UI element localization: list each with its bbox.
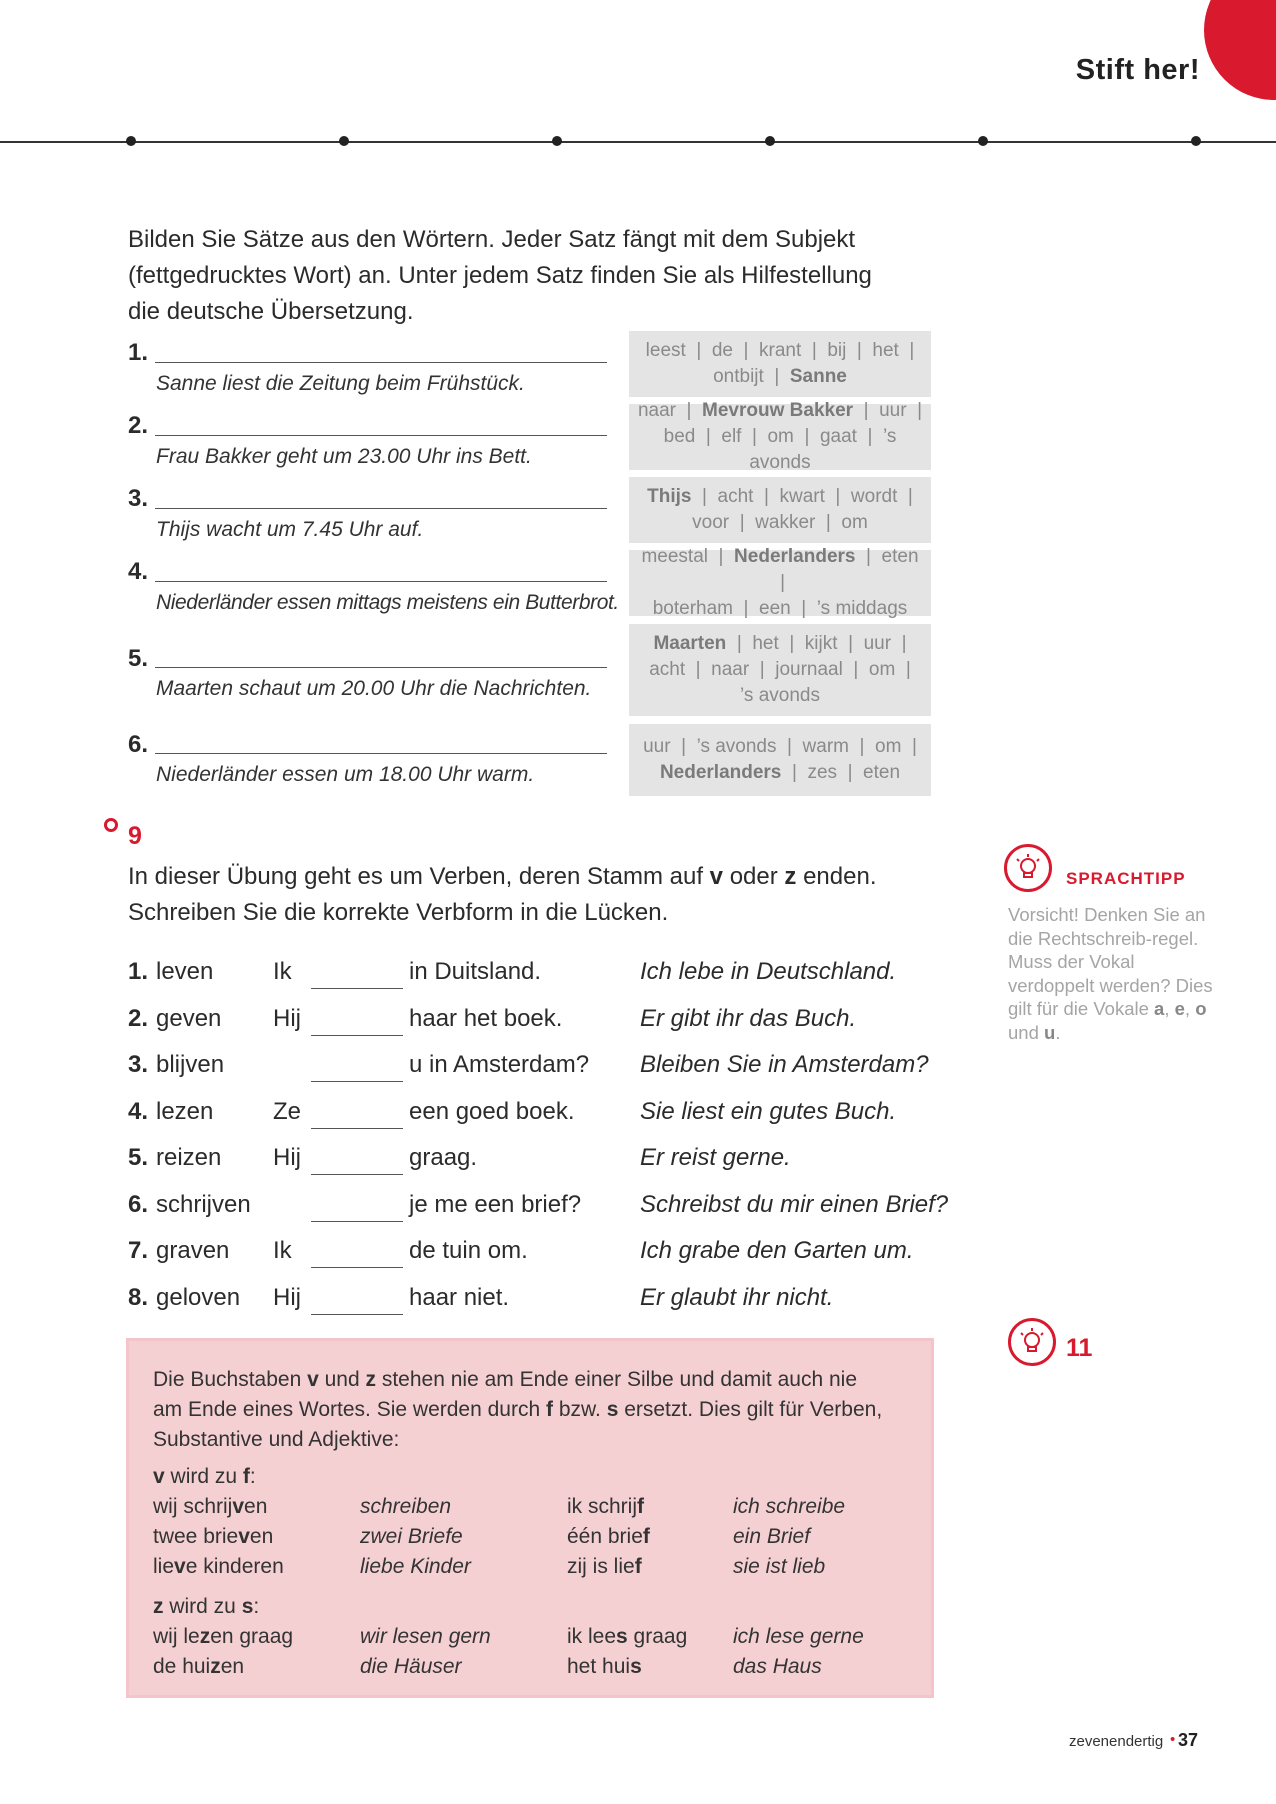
rule-example-nl: lieve kinderen xyxy=(153,1555,284,1578)
verb-sentence-rest: u in Amsterdam? xyxy=(409,1051,590,1078)
lightbulb-icon xyxy=(1004,844,1052,892)
rule-example-nl: wij schrijven xyxy=(153,1495,268,1518)
verb-translation: Ich lebe in Deutschland. xyxy=(640,958,897,985)
answer-line[interactable] xyxy=(155,508,607,509)
verb-translation: Schreibst du mir einen Brief? xyxy=(640,1190,949,1218)
rule-example-nl: twee brieven xyxy=(153,1525,274,1548)
header-divider xyxy=(0,141,1276,143)
answer-line[interactable] xyxy=(155,435,607,436)
divider-dot xyxy=(978,136,988,146)
word-box xyxy=(629,546,931,619)
answer-line[interactable] xyxy=(155,581,607,582)
verb-infinitive: reizen xyxy=(156,1144,222,1171)
rule-intro: Die Buchstaben v und z stehen nie am Ende einer Silbe und damit auch nie am Ende eines Wortes. Sie werden durch f bzw. s ersetzt. Dies gilt für Verben, Substantive und Adjektive: xyxy=(153,1368,883,1451)
divider-dot xyxy=(339,136,349,146)
verb-blank[interactable] xyxy=(311,1174,403,1175)
verb-infinitive: geloven xyxy=(156,1283,241,1311)
verb-infinitive: geven xyxy=(156,1004,222,1032)
row-number: 7. xyxy=(128,1237,149,1264)
verb-blank[interactable] xyxy=(311,1267,403,1268)
rule-example-nl: het huis xyxy=(567,1655,642,1678)
answer-line[interactable] xyxy=(155,753,607,754)
tip-text: Vorsicht! Denken Sie an die Rechtschreib-regel. Muss der Vokal verdoppelt werden? Dies gilt für die Vokale a, e, o und u. xyxy=(1008,904,1213,1043)
divider-dot xyxy=(552,136,562,146)
item-translation: Maarten schaut um 20.00 Uhr die Nachrichten. xyxy=(156,677,592,700)
answer-line[interactable] xyxy=(155,362,607,363)
verb-sentence-rest: haar niet. xyxy=(409,1283,510,1311)
corner-decoration xyxy=(1204,0,1276,100)
item-number: 1. xyxy=(128,339,149,366)
word-box xyxy=(629,400,931,473)
word-list: meestal | Nederlanders | eten | boterham | een | ’s middags xyxy=(641,546,919,619)
footer-bullet: • xyxy=(1170,1731,1176,1748)
verb-translation: Er reist gerne. xyxy=(640,1144,791,1171)
row-number: 3. xyxy=(128,1051,149,1078)
item-number: 5. xyxy=(128,645,149,672)
verb-sentence-rest: in Duitsland. xyxy=(409,958,542,985)
verb-translation: Sie liest ein gutes Buch. xyxy=(640,1097,897,1125)
row-number: 1. xyxy=(128,958,149,985)
verb-subject: Ze xyxy=(273,1097,302,1125)
rule-example-nl: de huizen xyxy=(153,1655,245,1678)
word-list: uur | ’s avonds | warm | om | Nederlanders | zes | eten xyxy=(643,736,917,783)
rule-example-de: ein Brief xyxy=(733,1525,811,1548)
verb-infinitive: graven xyxy=(156,1237,230,1264)
rule-example-de: ich schreibe xyxy=(733,1495,846,1518)
verb-row xyxy=(128,1284,948,1324)
verb-sentence-rest: de tuin om. xyxy=(409,1237,528,1264)
instruction-line: Bilden Sie Sätze aus den Wörtern. Jeder Satz fängt mit dem Subjekt xyxy=(128,226,856,253)
row-number: 8. xyxy=(128,1283,149,1311)
verb-blank[interactable] xyxy=(311,1314,403,1315)
verb-row xyxy=(128,1144,948,1184)
verb-blank[interactable] xyxy=(311,1128,403,1129)
verb-subject: Hij xyxy=(273,1144,301,1171)
item-number: 3. xyxy=(128,485,149,512)
divider-dot xyxy=(1191,136,1201,146)
rule-example-nl: ik lees graag xyxy=(567,1625,688,1648)
rule-example-de: ich lese gerne xyxy=(733,1625,864,1648)
item-number: 6. xyxy=(128,731,149,758)
exercise9-instruction: In dieser Übung geht es um Verben, deren Stamm auf v oder z enden. Schreiben Sie die korrekte Verbform in die Lücken. xyxy=(128,863,877,926)
rule-example-nl: één brief xyxy=(567,1525,650,1548)
row-number: 4. xyxy=(128,1097,149,1125)
word-box xyxy=(629,477,931,543)
exercise-number: 9 xyxy=(128,822,142,850)
rule-heading: v wird zu f: xyxy=(153,1465,256,1488)
word-list: Thijs | acht | kwart | wordt | voor | wakker | om xyxy=(647,486,913,533)
rule-example-de: die Häuser xyxy=(360,1655,462,1678)
rule-example-de: schreiben xyxy=(360,1495,452,1518)
verb-sentence-rest: haar het boek. xyxy=(409,1004,563,1032)
verb-translation: Bleiben Sie in Amsterdam? xyxy=(640,1051,929,1078)
row-number: 5. xyxy=(128,1144,149,1171)
word-box xyxy=(629,724,931,796)
exercise-marker-icon xyxy=(104,818,118,832)
rule-example-de: liebe Kinder xyxy=(360,1555,471,1578)
grammar-rule-box xyxy=(126,1338,934,1698)
item-translation: Niederländer essen mittags meistens ein Butterbrot. xyxy=(156,591,619,614)
lightbulb-icon xyxy=(1008,1318,1056,1366)
item-translation: Thijs wacht um 7.45 Uhr auf. xyxy=(156,518,424,541)
divider-dot xyxy=(126,136,136,146)
verb-blank[interactable] xyxy=(311,1221,403,1222)
divider-dot xyxy=(765,136,775,146)
verb-sentence-rest: je me een brief? xyxy=(409,1190,582,1218)
page-number: 37 xyxy=(1178,1730,1199,1750)
verb-row xyxy=(128,1005,948,1045)
rule-example-de: wir lesen gern xyxy=(360,1625,491,1648)
row-number: 6. xyxy=(128,1190,149,1218)
verb-sentence-rest: een goed boek. xyxy=(409,1097,575,1125)
item-translation: Frau Bakker geht um 23.00 Uhr ins Bett. xyxy=(156,445,532,468)
rule-heading: z wird zu s: xyxy=(153,1595,260,1618)
rule-example-de: sie ist lieb xyxy=(733,1555,826,1578)
verb-subject: Ik xyxy=(273,1237,292,1264)
exercise8-instruction xyxy=(128,222,872,330)
row-number: 2. xyxy=(128,1004,149,1032)
item-translation: Niederländer essen um 18.00 Uhr warm. xyxy=(156,763,535,786)
verb-translation: Er gibt ihr das Buch. xyxy=(640,1004,857,1032)
verb-row xyxy=(128,958,948,998)
tip-title: SPRACHTIPP xyxy=(1066,869,1186,888)
verb-infinitive: leven xyxy=(156,958,214,985)
verb-translation: Er glaubt ihr nicht. xyxy=(640,1283,834,1311)
verb-infinitive: lezen xyxy=(156,1097,214,1125)
verb-infinitive: schrijven xyxy=(156,1190,251,1218)
word-list: Maarten | het | kijkt | uur | acht | naar | journaal | om | ’s avonds xyxy=(649,633,911,706)
verb-subject: Hij xyxy=(273,1283,301,1311)
verb-subject: Ik xyxy=(273,958,292,985)
verb-row xyxy=(128,1051,948,1091)
word-list: leest | de | krant | bij | het | ontbijt | Sanne xyxy=(645,340,915,387)
verb-blank[interactable] xyxy=(311,988,403,989)
exercise-number: 11 xyxy=(1066,1334,1093,1362)
verb-sentence-rest: graag. xyxy=(409,1144,478,1171)
section-title: Stift her! xyxy=(1075,54,1200,86)
verb-translation: Ich grabe den Garten um. xyxy=(640,1237,914,1264)
answer-line[interactable] xyxy=(155,667,607,668)
item-translation: Sanne liest die Zeitung beim Frühstück. xyxy=(156,372,525,395)
word-box xyxy=(629,331,931,397)
verb-blank[interactable] xyxy=(311,1035,403,1036)
item-number: 2. xyxy=(128,412,149,439)
rule-example-nl: wij lezen graag xyxy=(153,1625,294,1648)
instruction-line: (fettgedrucktes Wort) an. Unter jedem Satz finden Sie als Hilfestellung xyxy=(128,262,872,289)
word-list: naar | Mevrouw Bakker | uur | bed | elf | om | gaat | ’s avonds xyxy=(637,400,923,473)
page-word: zevenendertig xyxy=(1069,1733,1164,1750)
rule-example-de: das Haus xyxy=(733,1655,822,1678)
rule-example-de: zwei Briefe xyxy=(360,1525,463,1548)
word-box xyxy=(629,624,931,716)
verb-row xyxy=(128,1098,948,1138)
verb-row xyxy=(128,1191,948,1231)
instruction-line: die deutsche Übersetzung. xyxy=(128,298,414,325)
item-number: 4. xyxy=(128,558,149,585)
verb-row xyxy=(128,1237,948,1277)
verb-subject: Hij xyxy=(273,1004,301,1032)
rule-example-nl: zij is lief xyxy=(567,1555,642,1578)
rule-example-nl: ik schrijf xyxy=(567,1495,645,1518)
verb-infinitive: blijven xyxy=(156,1051,225,1078)
verb-blank[interactable] xyxy=(311,1081,403,1082)
